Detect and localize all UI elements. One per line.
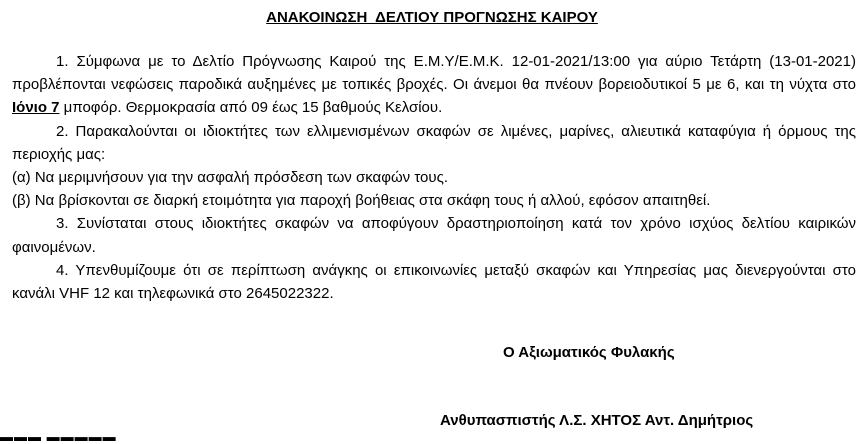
document-title: ΑΝΑΚΟΙΝΩΣΗ ΔΕΛΤΙΟΥ ΠΡΟΓΝΩΣΗΣ ΚΑΙΡΟΥ <box>266 9 598 26</box>
document-body <box>12 50 856 305</box>
list-item-a: (α) Να μεριμνήσουν για την ασφαλή πρόσδεση των σκαφών τους. <box>12 169 448 187</box>
cut-off-text-fragment <box>0 429 150 444</box>
paragraph-4: 4. Υπενθυμίζουμε ότι σε περίπτωση ανάγκης οι επικοινωνίες μεταξύ σκαφών και Υπηρεσίας μας διενεργούνται στο κανάλι VHF 12 και τηλεφωνικά στο 2645022322. <box>12 261 856 303</box>
signature-role: Ο Αξιωματικός Φυλακής <box>503 344 675 361</box>
paragraph-1-text-end: μποφόρ. Θερμοκρασία από 09 έως 15 βαθμούς Κελσίου. <box>59 99 443 117</box>
paragraph-1-text: 1. Σύμφωνα με το Δελτίο Πρόγνωσης Καιρού της Ε.Μ.Υ/Ε.Μ.Κ. 12-01-2021/13:00 για αύριο Τετάρτη (13-01-2021) προβλέπονται νεφώσεις παροδικά αυξημένες με τοπικές βροχές. Οι άνεμοι θα πνέουν βορειοδυτικοί 5 με 6, και τη νύχτα στο <box>12 53 856 94</box>
cut-off-glyphs: ▬▬▬ ▬▬▬▬▬ <box>0 429 117 444</box>
paragraph-2: 2. Παρακαλούνται οι ιδιοκτήτες των ελλιμενισμένων σκαφών σε λιμένες, μαρίνες, αλιευτικά καταφύγια ή όρμους της περιοχής μας: <box>12 122 856 163</box>
list-item-b: (β) Να βρίσκονται σε διαρκή ετοιμότητα για παροχή βοήθειας στα σκάφη τους ή αλλού, εφόσον απαιτηθεί. <box>12 192 711 210</box>
paragraph-1 <box>12 50 856 120</box>
signature-name: Ανθυπασπιστής Λ.Σ. ΧΗΤΟΣ Αντ. Δημήτριος <box>440 412 754 429</box>
paragraph-3: 3. Συνίσταται στους ιδιοκτήτες σκαφών να αποφύγουν δραστηριοποίηση κατά τον χρόνο ισχύος δελτίου καιρικών φαινομένων. <box>12 215 856 256</box>
sea-area-highlight: Ιόνιο 7 <box>12 99 60 117</box>
